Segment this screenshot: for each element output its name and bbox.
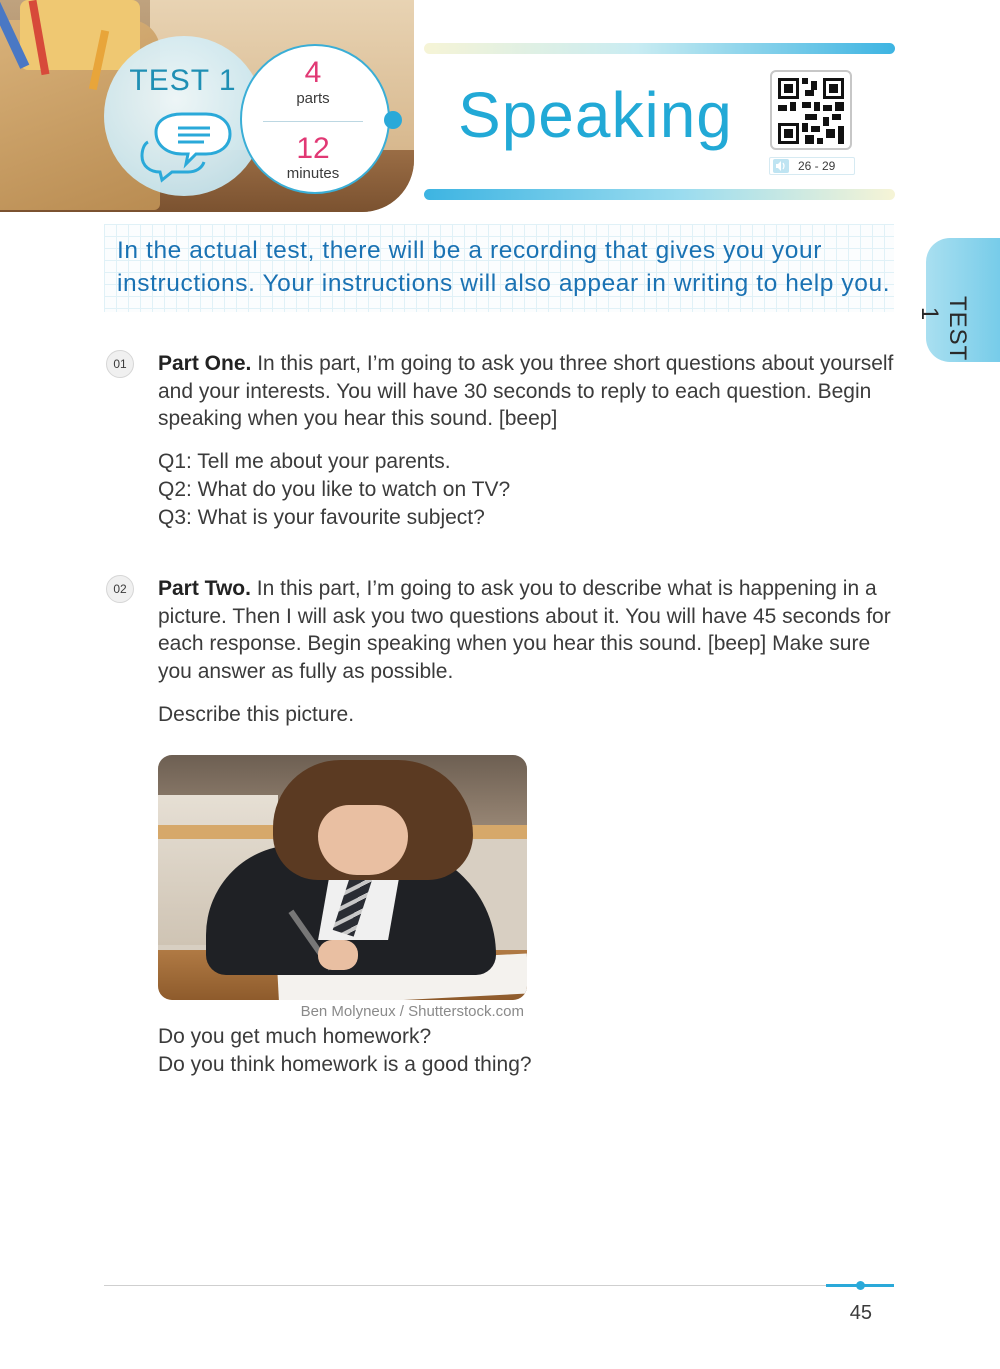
title-bar-bottom (424, 189, 895, 200)
instruction-box (104, 224, 894, 312)
page-number: 45 (849, 1302, 872, 1324)
minutes-count: 12 (296, 132, 330, 165)
speaker-icon (773, 159, 789, 173)
audio-track-tag[interactable] (769, 157, 855, 175)
part-two-heading: Part Two. (158, 577, 251, 600)
part-one-instructions (158, 350, 898, 433)
part-two-text: In this part, I’m going to ask you to describe what is happening in a picture. Then I will ask you two questions about it. You will have 45 seconds for each response. Begin speaking when you hear this sound. [beep] Make sure you answer as fully as possible. (158, 577, 891, 683)
question-1: Q1: Tell me about your parents. (158, 450, 451, 473)
question-homework-amount: Do you get much homework? (158, 1025, 432, 1048)
part-one-text: In this part, I’m going to ask you three short questions about yourself and your interests. You will have 30 seconds to reply to each question. Begin speaking when you hear this sound. [beep] (158, 352, 894, 430)
part-one-questions (158, 448, 858, 532)
parts-count: 4 (304, 56, 322, 89)
minutes-label: minutes (286, 165, 340, 182)
stats-divider (263, 121, 363, 122)
chat-bubbles-icon (138, 104, 238, 184)
student-homework-photo (158, 755, 527, 1000)
part-one-heading: Part One. (158, 352, 252, 375)
footer-dot (856, 1281, 865, 1290)
title-bar-top (424, 43, 895, 54)
question-homework-good: Do you think homework is a good thing? (158, 1053, 532, 1076)
test-label: TEST 1 (129, 64, 237, 97)
footer-rule (104, 1285, 894, 1286)
side-tab-label: TEST 1 (916, 296, 971, 362)
part-two-instructions (158, 575, 898, 685)
audio-track-numbers: 26 - 29 (798, 159, 836, 173)
qr-code-icon[interactable] (770, 70, 852, 150)
stats-dot (384, 111, 402, 129)
part-two-questions (158, 1023, 858, 1079)
question-2: Q2: What do you like to watch on TV? (158, 478, 511, 501)
page-title: Speaking (458, 79, 733, 151)
part-one-number-badge: 01 (106, 350, 134, 378)
part-two-number-badge: 02 (106, 575, 134, 603)
question-3: Q3: What is your favourite subject? (158, 506, 485, 529)
parts-label: parts (296, 90, 330, 107)
photo-credit: Ben Molyneux / Shutterstock.com (300, 1003, 524, 1020)
describe-prompt: Describe this picture. (158, 703, 355, 726)
instruction-text: In the actual test, there will be a recording that gives you your instructions. Your instructions will also appear in writing to help you. (117, 237, 891, 297)
